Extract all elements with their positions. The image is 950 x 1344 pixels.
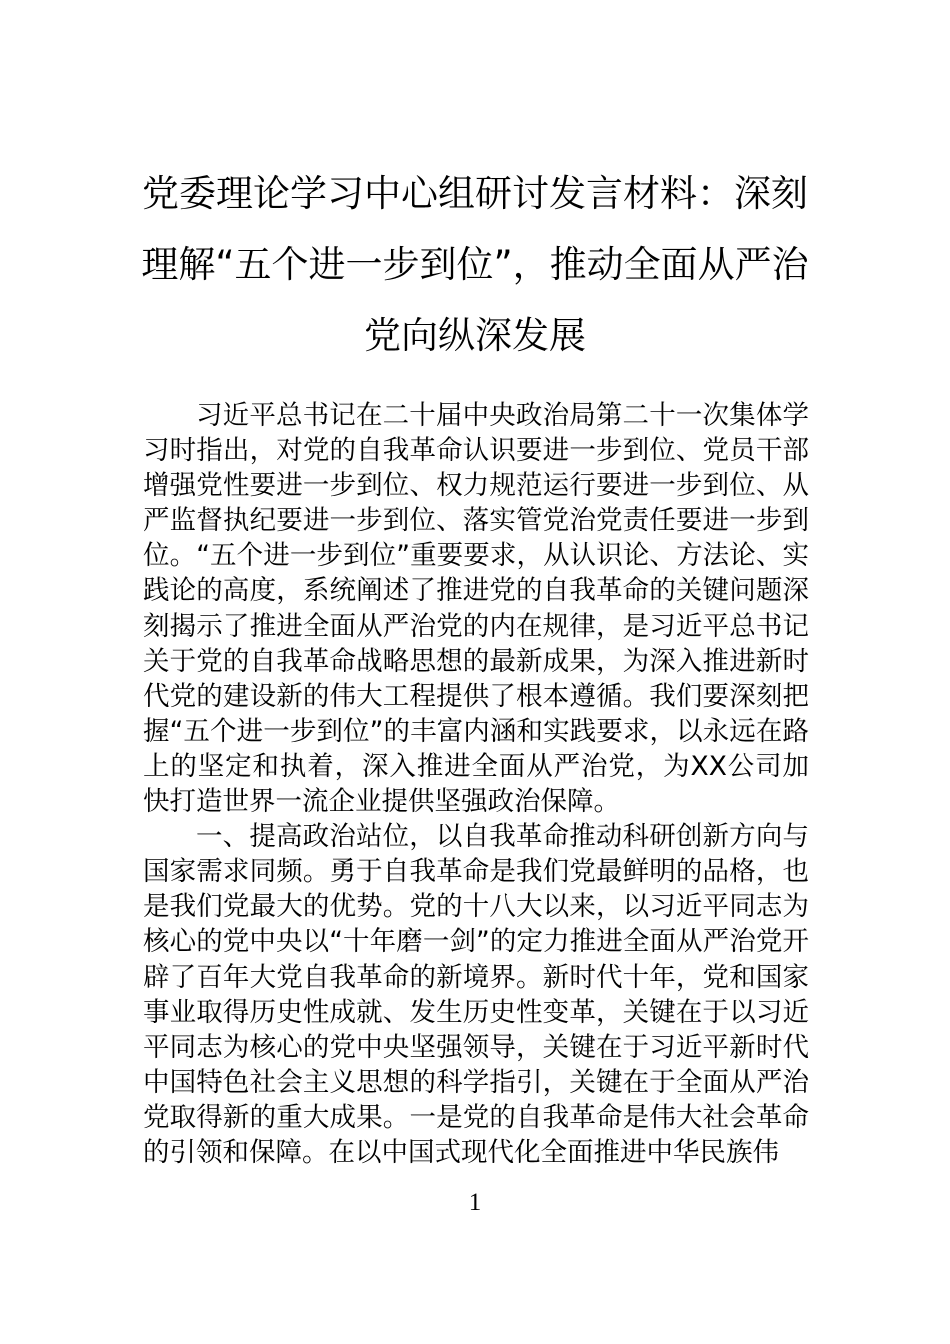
paragraph-section-one: 一、提高政治站位，以自我革命推动科研创新方向与国家需求同频。勇于自我革命是我们党最鲜明的品格，也是我们党最大的优势。党的十八大以来，以习近平同志为核心的党中央以“十年磨一剑”的定力推进全面从严治党开辟了百年大党自我革命的新境界。新时代十年，党和国家事业取得历史性成就、发生历史性变革，关键在于以习近平同志为核心的党中央坚强领导，关键在于习近平新时代中国特色社会主义思想的科学指引，关键在于全面从严治党取得新的重大成果。一是党的自我革命是伟大社会革命的引领和保障。在以中国式现代化全面推进中华民族伟: [143, 821, 809, 1168]
paragraph-intro: 习近平总书记在二十届中央政治局第二十一次集体学习时指出，对党的自我革命认识要进一步到位、党员干部增强党性要进一步到位、权力规范运行要进一步到位、从严监督执纪要进一步到位、落实管党治党责任要进一步到位。“五个进一步到位”重要要求，从认识论、方法论、实践论的高度，系统阐述了推进党的自我革命的关键问题深刻揭示了推进全面从严治党的内在规律，是习近平总书记关于党的自我革命战略思想的最新成果，为深入推进新时代党的建设新的伟大工程提供了根本遵循。我们要深刻把握“五个进一步到位”的丰富内涵和实践要求，以永远在路上的坚定和执着，深入推进全面从严治党，为XX公司加快打造世界一流企业提供坚强政治保障。: [143, 400, 809, 818]
page-number: 1: [468, 1189, 482, 1216]
document-title: 党委理论学习中心组研讨发言材料：深刻理解“五个进一步到位”，推动全面从严治党向纵深发展: [141, 172, 809, 357]
document-body: [143, 398, 809, 1170]
